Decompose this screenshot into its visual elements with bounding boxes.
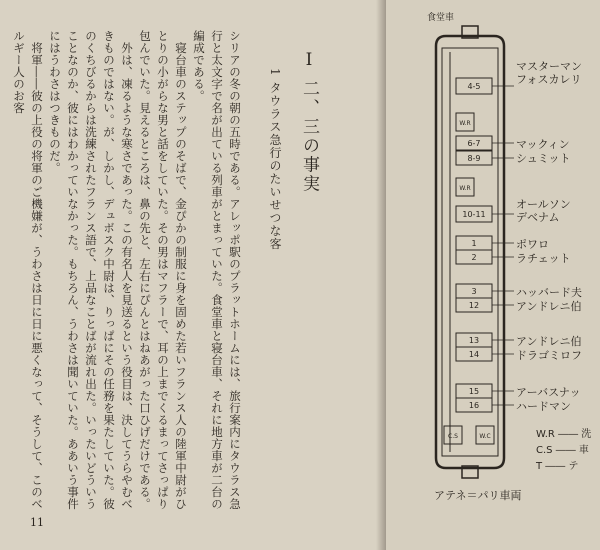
paragraph: 外は、凍るような寒さであった。この有名人を見送るという役目は、決してうらやむべきものではない。が、しかし、デュボスク中尉は、りっぱにその任務を果たしていた。彼のくちびるからは洗練されたフランス語で、上品なことばが流れ出た。いったいどういうことなのか、彼にはわかっていなかった。もちろん、うわさは聞いていた。ああいう事件にはうわさはつきものだ。 xyxy=(48,30,134,510)
compartment-number: 12 xyxy=(468,301,480,310)
compartment-number: W.R xyxy=(459,185,471,192)
compartment-number: 13 xyxy=(468,336,480,345)
compartment-number: W.C xyxy=(479,433,491,440)
label-16: ハードマン xyxy=(516,400,571,413)
page-number: 11 xyxy=(30,516,44,529)
label-12: アンドレニ伯 xyxy=(516,300,582,313)
label-14: ドラゴミロフ xyxy=(516,349,582,362)
label-13: アンドレニ伯 xyxy=(516,335,582,348)
chapter-heading: Ⅰ 二、三の事実 xyxy=(299,50,319,194)
right-page xyxy=(386,0,600,550)
label-8-9: シュミット xyxy=(516,152,571,165)
compartment-number: 14 xyxy=(468,350,480,359)
legend-key: T xyxy=(536,461,543,472)
compartment-number: W.R xyxy=(459,120,471,127)
label-6-7: マックィン xyxy=(516,138,570,151)
label-2: ラチェット xyxy=(516,252,571,265)
legend-item xyxy=(536,441,589,456)
label-4-5: マスターマン フォスカレリ xyxy=(516,60,582,86)
body-text xyxy=(4,30,244,510)
label-3: ハッバード夫 xyxy=(516,286,582,299)
diagram-caption: アテネ＝パリ車両 xyxy=(434,489,522,502)
diagram-top-label: 食堂車 xyxy=(427,13,455,23)
compartment-number: 16 xyxy=(468,401,480,410)
section-title: 1 タウラス急行のたいせつな客 xyxy=(268,68,282,251)
compartment-number: C.S xyxy=(448,433,458,440)
legend-item xyxy=(536,425,591,440)
compartment-number: 6-7 xyxy=(467,139,481,148)
legend-desc: ―― 車 xyxy=(555,445,589,456)
legend-key: W.R xyxy=(536,429,555,440)
label-15: アーバスナッ xyxy=(516,386,581,399)
compartment-number: 4-5 xyxy=(467,82,481,91)
compartment-number: 10-11 xyxy=(462,210,486,219)
legend-desc: ―― 洗 xyxy=(558,429,592,440)
paragraph: 将軍――彼の上役の将軍のご機嫌が、うわさは日に日に悪くなって、そうして、このベルギー人のお客 xyxy=(12,30,44,510)
legend-desc: ―― テ xyxy=(545,461,579,472)
paragraph: シリアの冬の朝の五時である。アレッポ駅のプラットホームには、旅行案内にタウラス急行と太文字で名が出ている列車がとまっていた。食堂車と寝台車、それに地方車が二台の編成である。 xyxy=(192,30,242,510)
compartment-number: 1 xyxy=(471,239,477,248)
paragraph: 寝台車のステップのそばで、金ぴかの制服に身を固めた若いフランス人の陸軍中尉がひとりの小がらな男と話をしていた。その男はマフラーで、耳の上までくるまってさっぱり包んでいた。見えるところは、鼻の先と、左右にぴんとはねあがった口ひげだけである。 xyxy=(138,30,188,510)
compartment-number: 2 xyxy=(471,253,477,262)
legend-key: C.S xyxy=(536,445,553,456)
label-1: ポワロ xyxy=(516,238,549,251)
compartment-number: 3 xyxy=(471,287,477,296)
compartment-number: 15 xyxy=(468,387,480,396)
compartment-number: 8-9 xyxy=(467,154,481,163)
label-10-11: オールソン デベナム xyxy=(516,198,571,224)
legend-item xyxy=(536,457,578,472)
